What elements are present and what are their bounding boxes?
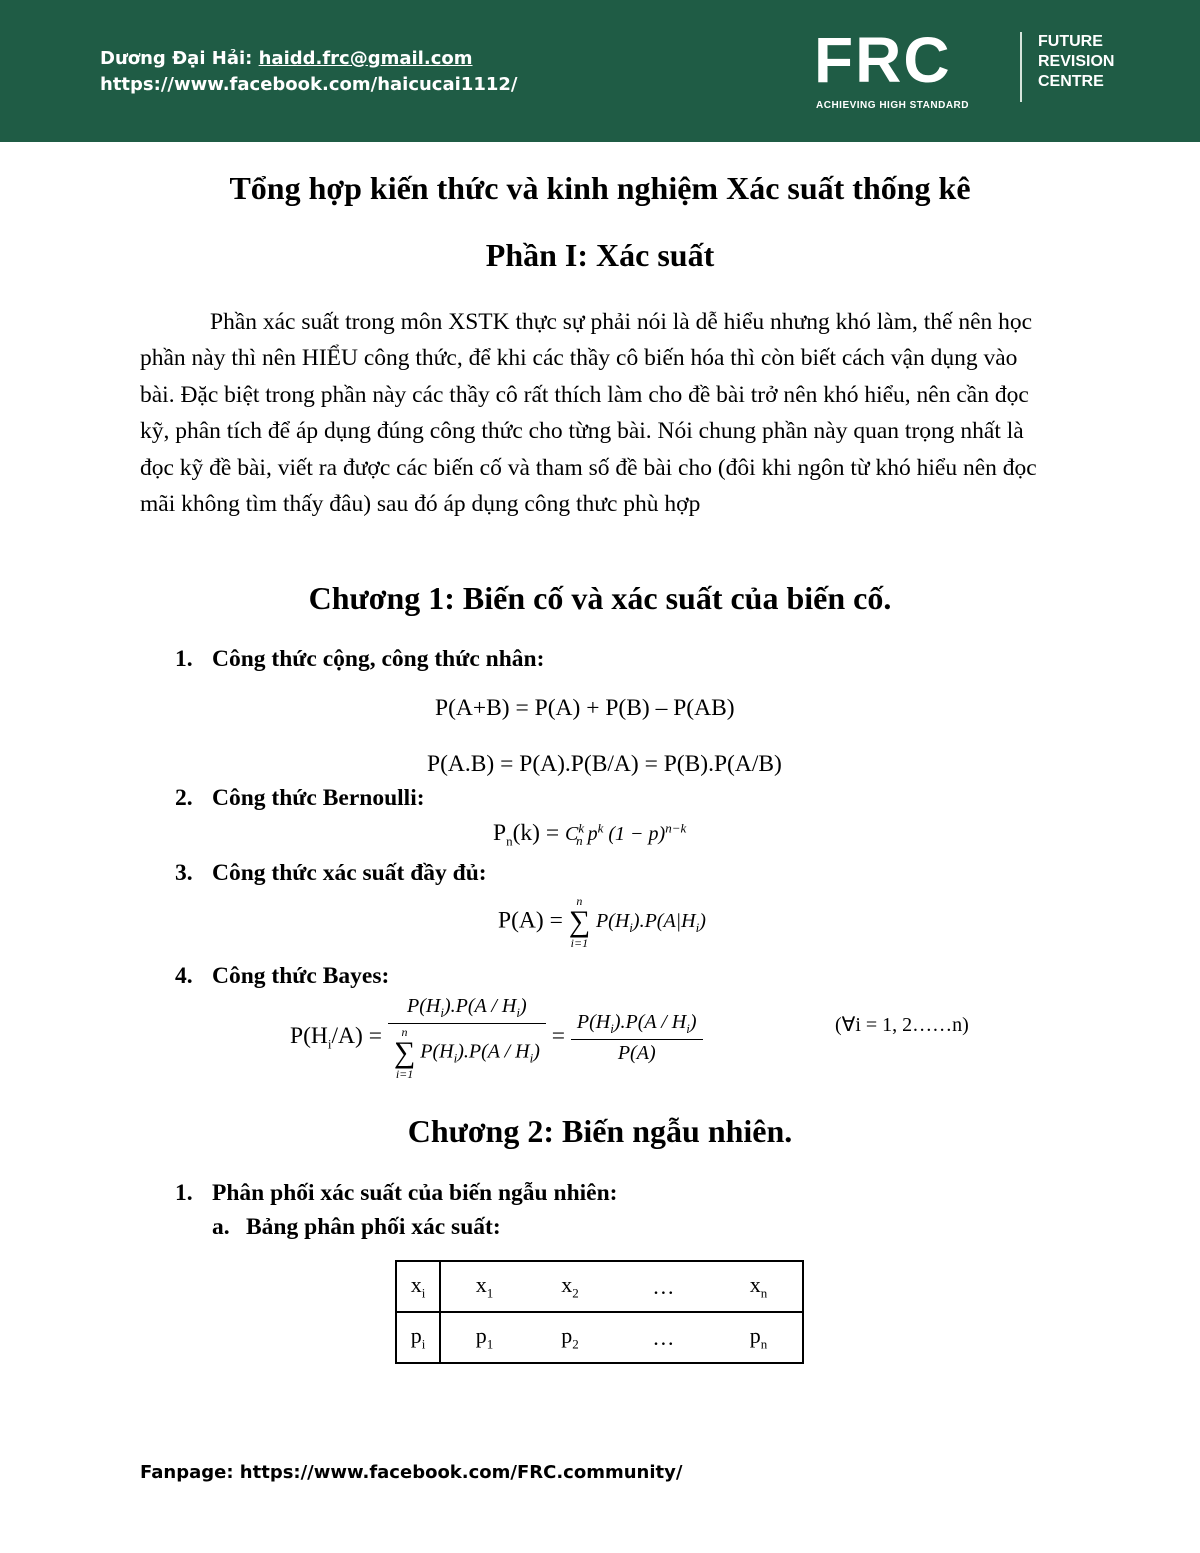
table-cell: $p_n$ xyxy=(715,1312,803,1363)
item-number: 3. xyxy=(175,860,193,886)
distribution-table xyxy=(395,1260,804,1364)
formula-addition: P(A+B) = P(A) + P(B) – P(AB) xyxy=(435,695,735,721)
part-title: Phần I: Xác suất xyxy=(485,237,715,273)
table-cell: $x_2$ xyxy=(528,1261,612,1312)
table-cell: $x_n$ xyxy=(715,1261,803,1312)
logo-side-line-1: FUTURE xyxy=(1038,33,1103,50)
frc-logo xyxy=(814,24,1174,120)
bayes-fraction-2: $\frac{P(H_i).P(A / H_i)}{P(A)}$ xyxy=(571,1011,703,1065)
contact-line-email xyxy=(100,46,517,72)
contact-name: Dương Đại Hải: xyxy=(100,48,259,69)
table-cell: $x_1$ xyxy=(440,1261,528,1312)
contact-facebook-link[interactable]: https://www.facebook.com/haicucai1112/ xyxy=(100,74,518,95)
item-label: Công thức cộng, công thức nhân: xyxy=(212,646,545,672)
subitem-letter: a. xyxy=(212,1214,230,1240)
item-label: Công thức Bernoulli: xyxy=(212,785,425,811)
logo-tagline: ACHIEVING HIGH STANDARD xyxy=(816,100,969,111)
item-number: 4. xyxy=(175,963,193,989)
document-title: Tổng hợp kiến thức và kinh nghiệm Xác suất thống kê xyxy=(229,170,971,206)
logo-divider xyxy=(1020,32,1022,102)
bayes-fraction-1: $P(H_i).P(A / H_i)$ n ∑ i=1 $P(H_i).P(A / H_i)$ xyxy=(388,995,546,1080)
chapter-2-title: Chương 2: Biến ngẫu nhiên. xyxy=(407,1113,793,1149)
logo-side-line-3: CENTRE xyxy=(1038,73,1104,90)
table-cell: $x_i$ xyxy=(396,1261,440,1312)
table-row xyxy=(396,1261,803,1312)
item-distribution xyxy=(175,1180,618,1207)
table-row xyxy=(396,1312,803,1363)
logo-side-text xyxy=(1038,32,1114,92)
formula-bayes: $P(H_i/A)$ = $P(H_i).P(A / H_i)$ n ∑ i=1 $P(H_i).P(A / H_i)$ = $\frac{P(H_i).P(A / H_i)}{P(A)}$ xyxy=(290,995,703,1080)
table-cell: $p_i$ xyxy=(396,1312,440,1363)
item-label: Công thức Bayes: xyxy=(212,963,390,989)
item-bernoulli xyxy=(175,785,425,812)
item-number: 1. xyxy=(175,1180,193,1206)
item-number: 1. xyxy=(175,646,193,672)
footer-fanpage[interactable]: Fanpage: https://www.facebook.com/FRC.community/ xyxy=(140,1462,683,1483)
logo-letters: FRC xyxy=(814,24,952,96)
subitem-label: Bảng phân phối xác suất: xyxy=(246,1214,501,1240)
table-cell: … xyxy=(612,1312,715,1363)
intro-paragraph: Phần xác suất trong môn XSTK thực sự phải nói là dễ hiểu nhưng khó làm, thế nên học phần này thì nên HIỂU công thức, để khi các thầy cô biến hóa thì còn biết cách vận dụng vào bài. Đặc biệt trong phần này các thầy cô rất thích làm cho đề bài trở nên khó hiểu, nên cần đọc kỹ, phân tích để áp dụng đúng công thức cho từng bài. Nói chung phần này quan trọng nhất là đọc kỹ đề bài, viết ra được các biến cố và tham số đề bài cho (đôi khi ngôn từ khó hiểu nên đọc mãi không tìm thấy đâu) sau đó áp dụng công thưc phù hợp xyxy=(140,309,1037,518)
item-label: Công thức xác suất đầy đủ: xyxy=(212,860,487,886)
contact-info xyxy=(100,46,517,98)
item-number: 2. xyxy=(175,785,193,811)
logo-side-line-2: REVISION xyxy=(1038,53,1115,70)
chapter-1-title: Chương 1: Biến cố và xác suất của biến cố. xyxy=(308,580,892,616)
table-cell: $p_2$ xyxy=(528,1312,612,1363)
formula-bernoulli: $P_n(k) = C^k_n$ $p^k$ $(1 - p)^{n-k}$ xyxy=(493,820,687,849)
table-cell: $p_1$ xyxy=(440,1312,528,1363)
formula-total-probability: P(A) = n ∑ i=1 $P(H_i).P(A|H_i)$ xyxy=(498,894,706,950)
item-addition-multiplication xyxy=(175,646,544,673)
formula-multiplication: P(A.B) = P(A).P(B/A) = P(B).P(A/B) xyxy=(427,751,782,777)
item-label: Phân phối xác suất của biến ngẫu nhiên: xyxy=(212,1180,618,1206)
item-total-probability xyxy=(175,860,487,887)
subitem-distribution-table xyxy=(212,1214,501,1241)
sigma-sum: n ∑ i=1 xyxy=(568,894,591,950)
item-bayes xyxy=(175,963,389,990)
page-header xyxy=(0,0,1200,142)
bayes-condition: (∀i = 1, 2……n) xyxy=(835,1014,969,1036)
contact-email-link[interactable]: haidd.frc@gmail.com xyxy=(258,48,473,69)
table-cell: … xyxy=(612,1261,715,1312)
